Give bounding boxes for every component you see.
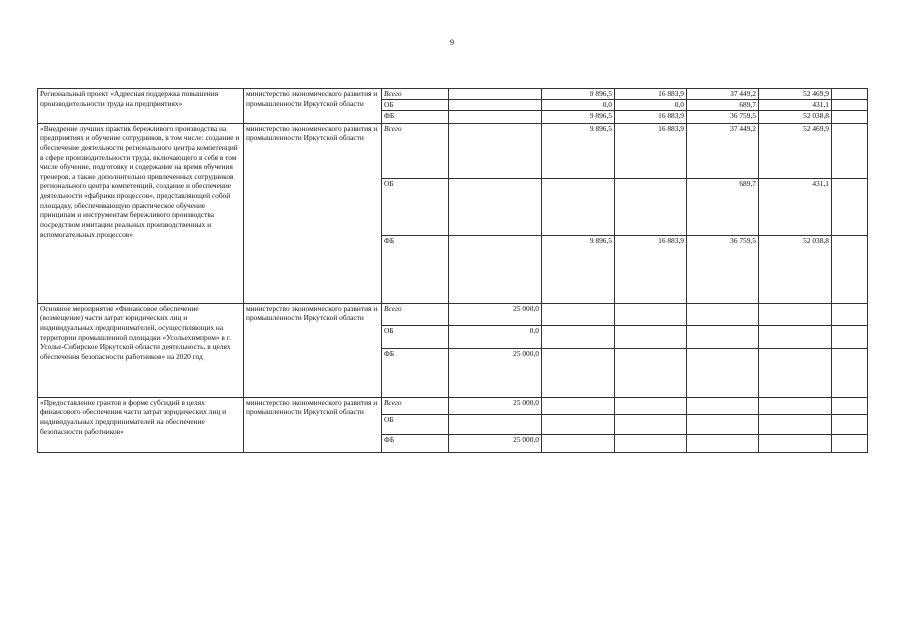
amount-cell: 25 000,0 (449, 397, 542, 414)
amount-cell (615, 325, 687, 348)
funding-source: ОБ (382, 99, 449, 110)
amount-cell (832, 348, 868, 397)
measure-name: Основное мероприятие «Финансовое обеспечение (возмещение) части затрат юридических лиц и индивидуальных предпринимателей, осуществляющих на территории промышленной площадки «Усольехимпром» в г. Усолье-Сибирское Иркутской области деятельность, в целях обеспечения безопасности работников» на 2020 год (38, 303, 244, 397)
amount-cell (832, 89, 868, 100)
responsible-executor: министерство экономического развития и промышленности Иркутской области (244, 303, 382, 397)
amount-cell (759, 325, 832, 348)
amount-cell: 52 038,8 (759, 235, 832, 303)
amount-cell: 431,1 (759, 178, 832, 235)
amount-cell (615, 434, 687, 452)
amount-cell (759, 397, 832, 414)
amount-cell (832, 397, 868, 414)
amount-cell (832, 110, 868, 123)
amount-cell (759, 348, 832, 397)
amount-cell (542, 178, 615, 235)
amount-cell (687, 348, 759, 397)
amount-cell (542, 303, 615, 325)
amount-cell (832, 303, 868, 325)
amount-cell (615, 397, 687, 414)
amount-cell: 689,7 (687, 178, 759, 235)
amount-cell (615, 348, 687, 397)
page-number: 9 (450, 38, 454, 47)
measure-name: «Предоставление грантов в форме субсидий в целях финансового обеспечения части затрат юридических лиц и индивидуальных предпринимателей на обеспечение безопасности работников» (38, 397, 244, 452)
amount-cell (615, 178, 687, 235)
funding-source: ФБ (382, 235, 449, 303)
amount-cell (449, 235, 542, 303)
amount-cell (542, 348, 615, 397)
amount-cell: 25 000,0 (449, 348, 542, 397)
amount-cell (759, 414, 832, 434)
amount-cell (759, 434, 832, 452)
amount-cell (687, 434, 759, 452)
table-row (38, 89, 868, 100)
amount-cell: 0,0 (615, 99, 687, 110)
amount-cell (832, 178, 868, 235)
amount-cell (832, 235, 868, 303)
amount-cell: 9 896,5 (542, 89, 615, 100)
amount-cell (687, 414, 759, 434)
amount-cell (832, 123, 868, 178)
amount-cell: 0,0 (449, 325, 542, 348)
amount-cell: 16 883,9 (615, 123, 687, 178)
funding-source: Всего (382, 397, 449, 414)
amount-cell: 36 759,5 (687, 235, 759, 303)
amount-cell: 52 038,8 (759, 110, 832, 123)
amount-cell (832, 325, 868, 348)
amount-cell: 25 000,0 (449, 303, 542, 325)
funding-source: Всего (382, 303, 449, 325)
amount-cell (449, 99, 542, 110)
amount-cell (832, 414, 868, 434)
amount-cell (615, 414, 687, 434)
amount-cell (542, 414, 615, 434)
responsible-executor: министерство экономического развития и промышленности Иркутской области (244, 89, 382, 124)
amount-cell (542, 325, 615, 348)
amount-cell (449, 178, 542, 235)
amount-cell (687, 397, 759, 414)
amount-cell: 37 449,2 (687, 123, 759, 178)
responsible-executor: министерство экономического развития и промышленности Иркутской области (244, 123, 382, 303)
funding-source: ФБ (382, 348, 449, 397)
funding-source: ОБ (382, 414, 449, 434)
amount-cell: 0,0 (542, 99, 615, 110)
amount-cell: 9 896,5 (542, 110, 615, 123)
amount-cell: 9 896,5 (542, 235, 615, 303)
amount-cell (542, 397, 615, 414)
amount-cell (832, 99, 868, 110)
amount-cell (449, 414, 542, 434)
funding-source: Всего (382, 89, 449, 100)
amount-cell: 37 449,2 (687, 89, 759, 100)
amount-cell (615, 303, 687, 325)
amount-cell (449, 123, 542, 178)
responsible-executor: министерство экономического развития и промышленности Иркутской области (244, 397, 382, 452)
amount-cell: 36 759,5 (687, 110, 759, 123)
funding-source: ФБ (382, 110, 449, 123)
table-row (38, 397, 868, 414)
funding-source: ФБ (382, 434, 449, 452)
amount-cell (542, 434, 615, 452)
amount-cell: 689,7 (687, 99, 759, 110)
amount-cell (687, 325, 759, 348)
amount-cell (687, 303, 759, 325)
funding-source: ОБ (382, 178, 449, 235)
amount-cell (449, 110, 542, 123)
amount-cell: 52 469,9 (759, 89, 832, 100)
measure-name: «Внедрение лучших практик бережливого производства на предприятиях и обучение сотрудников, в том числе: создание и обеспечение деятельности регионального центра компетенций в сфере производительности труда, включающего в себя в том числе обучение, подготовку и содержание на время обучения тренеров, а также дополнительно привлеченных сотрудников регионального центра компетенций, создание и обеспечение деятельности «фабрики процессов», представляющей собой площадку, обеспечивающую практическое обучение принципам и инструментам бережливого производства посредством имитации реальных производственных и вспомогательных процессов» (38, 123, 244, 303)
amount-cell: 52 469,9 (759, 123, 832, 178)
amount-cell (832, 434, 868, 452)
measure-name: Региональный проект «Адресная поддержка повышения производительности труда на предприятиях» (38, 89, 244, 124)
amount-cell: 16 883,9 (615, 89, 687, 100)
funding-source: ОБ (382, 325, 449, 348)
amount-cell: 431,1 (759, 99, 832, 110)
amount-cell: 9 896,5 (542, 123, 615, 178)
table-row (38, 123, 868, 178)
amount-cell: 16 883,9 (615, 110, 687, 123)
amount-cell: 25 000,0 (449, 434, 542, 452)
amount-cell: 16 883,9 (615, 235, 687, 303)
funding-source: Всего (382, 123, 449, 178)
table-row (38, 303, 868, 325)
budget-table (37, 88, 868, 453)
amount-cell (759, 303, 832, 325)
amount-cell (449, 89, 542, 100)
